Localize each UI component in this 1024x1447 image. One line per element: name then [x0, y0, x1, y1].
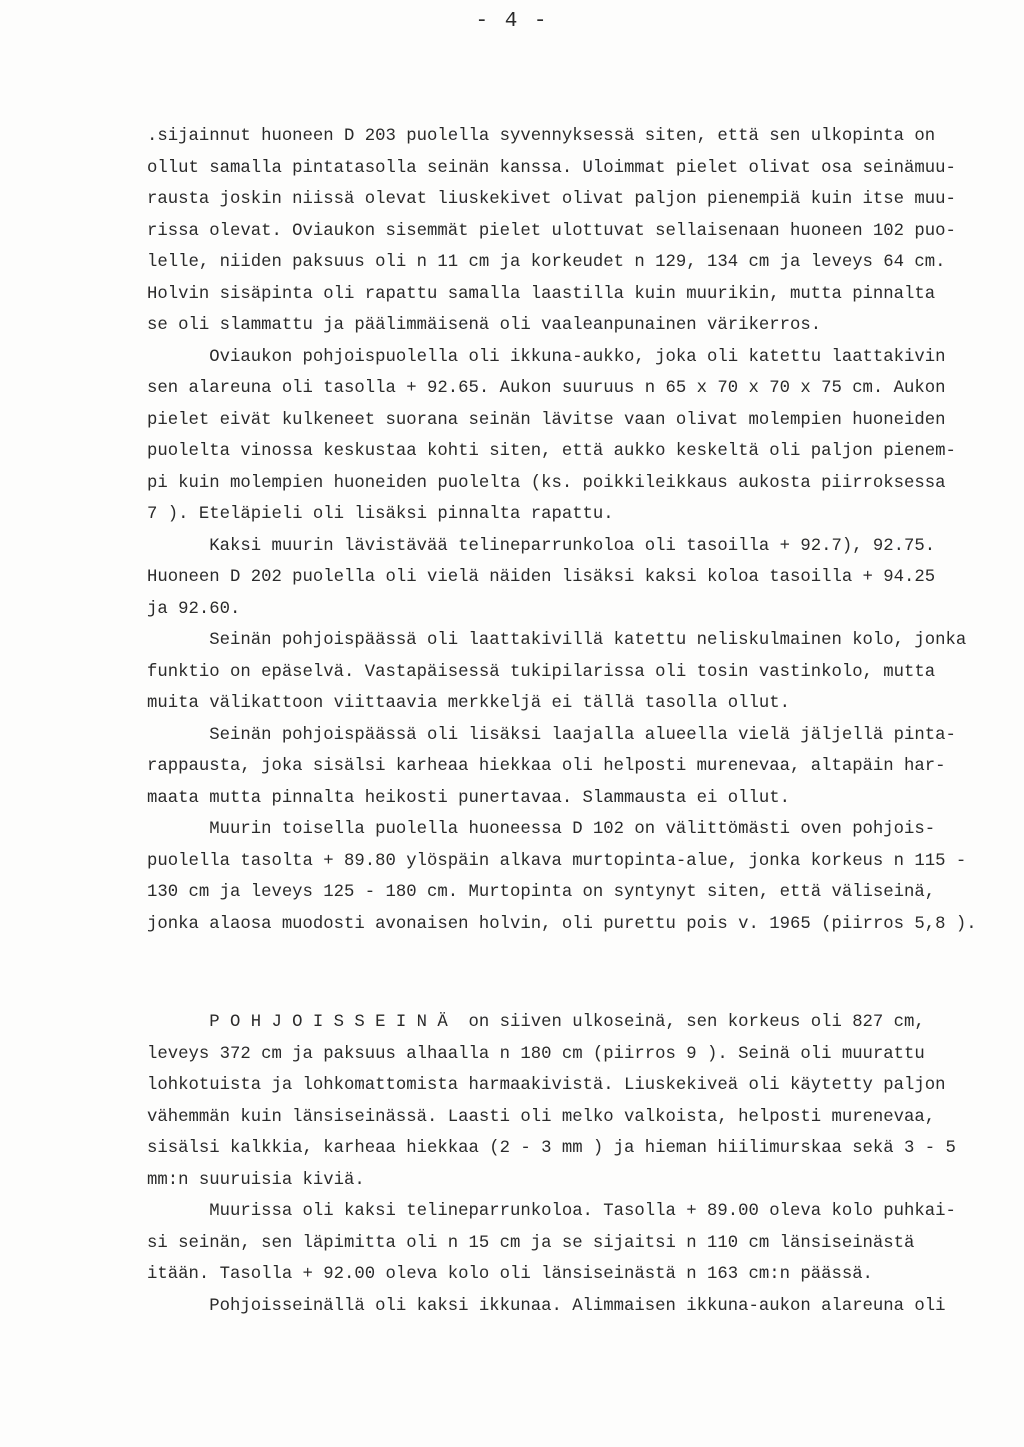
- text-line: Pohjoisseinällä oli kaksi ikkunaa. Alimmaisen ikkuna-aukon alareuna oli: [147, 1296, 946, 1316]
- text-line: se oli slammattu ja päälimmäisenä oli vaaleanpunainen värikerros.: [147, 316, 822, 335]
- text-line: Seinän pohjoispäässä oli lisäksi laajalla alueella vielä jäljellä pinta-: [147, 725, 956, 745]
- text-line: 7 ). Eteläpieli oli lisäksi pinnalta rapattu.: [147, 505, 614, 524]
- text-line: sen alareuna oli tasolla + 92.65. Aukon suuruus n 65 x 70 x 70 x 75 cm. Aukon: [147, 379, 946, 398]
- text-line: Oviaukon pohjoispuolella oli ikkuna-aukko, joka oli katettu laattakivin: [147, 347, 946, 367]
- text-line: leveys 372 cm ja paksuus alhaalla n 180 cm (piirros 9 ). Seinä oli muurattu: [147, 1044, 925, 1064]
- text-line: maata mutta pinnalta heikosti punertavaa. Slammausta ei ollut.: [147, 788, 790, 808]
- text-line: lelle, niiden paksuus oli n 11 cm ja korkeudet n 129, 134 cm ja leveys 64 cm.: [147, 253, 946, 272]
- text-line: rausta joskin niissä olevat liuskekivet olivat paljon pienempiä kuin itse muu-: [147, 190, 956, 209]
- text-line: si seinän, sen läpimitta oli n 15 cm ja se sijaitsi n 110 cm länsiseinästä: [147, 1233, 915, 1253]
- text-line: Huoneen D 202 puolella oli vielä näiden lisäksi kaksi koloa tasoilla + 94.25: [147, 568, 936, 587]
- text-line: mm:n suuruisia kiviä.: [147, 1170, 365, 1190]
- text-line: itään. Tasolla + 92.00 oleva kolo oli länsiseinästä n 163 cm:n päässä.: [147, 1265, 873, 1284]
- text-line: Seinän pohjoispäässä oli laattakivillä katettu neliskulmainen kolo, jonka: [147, 631, 967, 650]
- text-line: sisälsi kalkkia, karheaa hiekkaa (2 - 3 mm ) ja hieman hiilimurskaa sekä 3 - 5: [147, 1139, 956, 1158]
- section-heading-line: P O H J O I S S E I N Ä on siiven ulkoseinä, sen korkeus oli 827 cm,: [147, 1013, 925, 1032]
- text-line: 130 cm ja leveys 125 - 180 cm. Murtopinta on syntynyt siten, että väliseinä,: [147, 883, 936, 902]
- text-line: rissa olevat. Oviaukon sisemmät pielet ulottuvat sellaisenaan huoneen 102 puo-: [147, 221, 956, 241]
- text-line: muita välikattoon viittaavia merkkeljä ei tällä tasolla ollut.: [147, 694, 790, 713]
- text-line: ollut samalla pintatasolla seinän kanssa. Uloimmat pielet olivat osa seinämuu-: [147, 158, 956, 178]
- page-number: - 4 -: [475, 10, 549, 33]
- text-line: puolelta vinossa keskustaa kohti siten, että aukko keskeltä oli paljon pienem-: [147, 442, 956, 461]
- section-gap: [147, 940, 1024, 1007]
- text-line: Kaksi muurin lävistävää telineparrunkoloa oli tasoilla + 92.7), 92.75.: [147, 536, 936, 556]
- text-line: rappausta, joka sisälsi karheaa hiekkaa oli helposti murenevaa, altapäin har-: [147, 757, 946, 776]
- text-line: funktio on epäselvä. Vastapäisessä tukipilarissa oli tosin vastinkolo, mutta: [147, 662, 936, 682]
- text-line: Holvin sisäpinta oli rapattu samalla laastilla kuin muurikin, mutta pinnalta: [147, 284, 936, 304]
- text-line: Muurin toisella puolella huoneessa D 102 on välittömästi oven pohjois-: [147, 820, 936, 839]
- text-line: pi kuin molempien huoneiden puolelta (ks. poikkileikkaus aukosta piirroksessa: [147, 473, 946, 493]
- text-line: pielet eivät kulkeneet suorana seinän lävitse vaan olivat molempien huoneiden: [147, 410, 946, 430]
- document-body: [147, 121, 1024, 1322]
- text-line: ja 92.60.: [147, 599, 241, 619]
- text-line: Muurissa oli kaksi telineparrunkoloa. Tasolla + 89.00 oleva kolo puhkai-: [147, 1202, 956, 1221]
- text-line: jonka alaosa muodosti avonaisen holvin, oli purettu pois v. 1965 (piirros 5,8 ).: [147, 914, 977, 934]
- text-line: vähemmän kuin länsiseinässä. Laasti oli melko valkoista, helposti murenevaa,: [147, 1107, 936, 1127]
- text-line: puolella tasolta + 89.80 ylöspäin alkava murtopinta-alue, jonka korkeus n 115 -: [147, 851, 967, 871]
- text-line: lohkotuista ja lohkomattomista harmaakivistä. Liuskekiveä oli käytetty paljon: [147, 1076, 946, 1095]
- text-line: .sijainnut huoneen D 203 puolella syvennyksessä siten, että sen ulkopinta on: [147, 127, 936, 146]
